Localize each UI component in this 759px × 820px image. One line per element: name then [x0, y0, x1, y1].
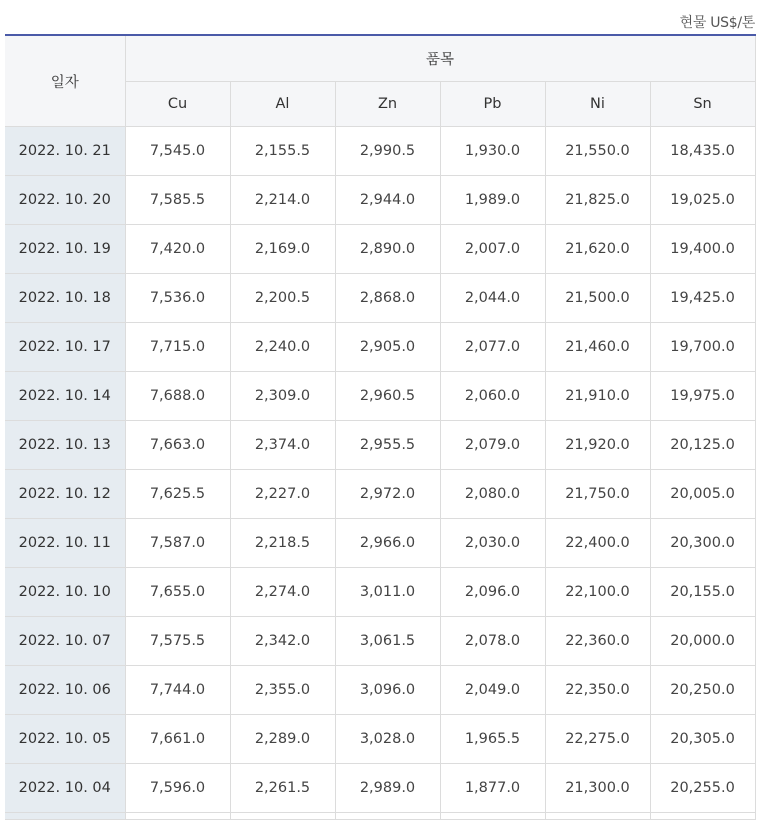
price-cell: 7,596.0: [125, 764, 230, 813]
price-cell: 22,275.0: [545, 715, 650, 764]
price-cell: 22,350.0: [545, 666, 650, 715]
price-cell: 2,905.0: [335, 323, 440, 372]
table-row: [5, 274, 755, 323]
price-cell: 2,096.0: [440, 568, 545, 617]
price-cell: 2,374.0: [230, 421, 335, 470]
header-metal: Sn: [650, 82, 755, 127]
cell-partial: [125, 813, 230, 820]
unit-label: 현물 US$/톤: [679, 15, 755, 31]
price-cell: 7,585.5: [125, 176, 230, 225]
price-cell: 20,005.0: [650, 470, 755, 519]
price-cell: 21,620.0: [545, 225, 650, 274]
price-cell: 7,545.0: [125, 127, 230, 176]
price-cell: 3,011.0: [335, 568, 440, 617]
table-body: [5, 127, 755, 820]
row-date: 2022. 10. 12: [5, 470, 125, 519]
price-cell: 2,079.0: [440, 421, 545, 470]
price-cell: 22,100.0: [545, 568, 650, 617]
price-cell: 1,989.0: [440, 176, 545, 225]
header-metal: Ni: [545, 82, 650, 127]
price-cell: 21,500.0: [545, 274, 650, 323]
price-cell: 2,227.0: [230, 470, 335, 519]
row-date: 2022. 10. 14: [5, 372, 125, 421]
table-row: [5, 421, 755, 470]
price-cell: 3,061.5: [335, 617, 440, 666]
price-cell: 2,972.0: [335, 470, 440, 519]
price-cell: 2,868.0: [335, 274, 440, 323]
table-header: [5, 35, 755, 127]
cell-partial: [545, 813, 650, 820]
price-cell: 1,965.5: [440, 715, 545, 764]
price-cell: 2,155.5: [230, 127, 335, 176]
price-cell: 22,360.0: [545, 617, 650, 666]
price-cell: 2,890.0: [335, 225, 440, 274]
table-row: [5, 519, 755, 568]
price-cell: 21,750.0: [545, 470, 650, 519]
price-cell: 1,930.0: [440, 127, 545, 176]
price-cell: 2,007.0: [440, 225, 545, 274]
table-row: [5, 127, 755, 176]
header-date: 일자: [5, 35, 125, 127]
price-cell: 2,080.0: [440, 470, 545, 519]
price-cell: 21,550.0: [545, 127, 650, 176]
price-cell: 19,400.0: [650, 225, 755, 274]
price-cell: 2,261.5: [230, 764, 335, 813]
row-date: 2022. 10. 06: [5, 666, 125, 715]
row-date: 2022. 10. 17: [5, 323, 125, 372]
header-item-group: 품목: [125, 35, 755, 82]
price-cell: 20,300.0: [650, 519, 755, 568]
price-cell: 7,715.0: [125, 323, 230, 372]
price-cell: 2,944.0: [335, 176, 440, 225]
price-cell: 2,342.0: [230, 617, 335, 666]
price-cell: 21,300.0: [545, 764, 650, 813]
price-cell: 21,825.0: [545, 176, 650, 225]
table-row: [5, 176, 755, 225]
price-cell: 7,625.5: [125, 470, 230, 519]
price-cell: 2,200.5: [230, 274, 335, 323]
table-row: [5, 764, 755, 813]
table-row: [5, 372, 755, 421]
price-cell: 19,975.0: [650, 372, 755, 421]
price-cell: 7,587.0: [125, 519, 230, 568]
metal-price-table: [5, 34, 756, 820]
price-cell: 2,955.5: [335, 421, 440, 470]
price-cell: 19,425.0: [650, 274, 755, 323]
price-cell: 18,435.0: [650, 127, 755, 176]
table-row: [5, 715, 755, 764]
row-date: 2022. 10. 13: [5, 421, 125, 470]
header-metal: Cu: [125, 82, 230, 127]
header-row-group: [5, 35, 755, 82]
price-cell: 3,028.0: [335, 715, 440, 764]
price-cell: 2,049.0: [440, 666, 545, 715]
price-cell: 7,663.0: [125, 421, 230, 470]
price-cell: 2,078.0: [440, 617, 545, 666]
table-row: [5, 470, 755, 519]
table-row: [5, 323, 755, 372]
cell-partial: [230, 813, 335, 820]
table-row: [5, 666, 755, 715]
price-cell: 1,877.0: [440, 764, 545, 813]
row-date: 2022. 10. 19: [5, 225, 125, 274]
price-cell: 2,289.0: [230, 715, 335, 764]
header-metal: Pb: [440, 82, 545, 127]
price-cell: 2,990.5: [335, 127, 440, 176]
table-row: [5, 617, 755, 666]
row-date: 2022. 10. 10: [5, 568, 125, 617]
price-cell: 2,240.0: [230, 323, 335, 372]
row-date: 2022. 10. 04: [5, 764, 125, 813]
price-cell: 19,025.0: [650, 176, 755, 225]
price-cell: 2,309.0: [230, 372, 335, 421]
row-date: 2022. 10. 20: [5, 176, 125, 225]
price-cell: 20,250.0: [650, 666, 755, 715]
row-date: 2022. 10. 21: [5, 127, 125, 176]
cell-partial: [650, 813, 755, 820]
price-cell: 7,420.0: [125, 225, 230, 274]
price-cell: 7,688.0: [125, 372, 230, 421]
cell-partial: [440, 813, 545, 820]
table-row: [5, 568, 755, 617]
price-table-container: [5, 34, 755, 820]
price-cell: 2,044.0: [440, 274, 545, 323]
price-cell: 19,700.0: [650, 323, 755, 372]
price-cell: 20,305.0: [650, 715, 755, 764]
price-cell: 3,096.0: [335, 666, 440, 715]
price-cell: 2,355.0: [230, 666, 335, 715]
table-row-partial: [5, 813, 755, 820]
price-cell: 2,214.0: [230, 176, 335, 225]
price-cell: 20,255.0: [650, 764, 755, 813]
price-cell: 7,655.0: [125, 568, 230, 617]
price-cell: 2,077.0: [440, 323, 545, 372]
row-date: 2022. 10. 11: [5, 519, 125, 568]
price-cell: 22,400.0: [545, 519, 650, 568]
price-cell: 2,060.0: [440, 372, 545, 421]
price-cell: 21,910.0: [545, 372, 650, 421]
price-cell: 2,966.0: [335, 519, 440, 568]
header-metal: Al: [230, 82, 335, 127]
price-cell: 21,920.0: [545, 421, 650, 470]
table-row: [5, 225, 755, 274]
row-date: 2022. 10. 05: [5, 715, 125, 764]
row-date: 2022. 10. 18: [5, 274, 125, 323]
price-cell: 20,000.0: [650, 617, 755, 666]
price-cell: 2,030.0: [440, 519, 545, 568]
price-cell: 2,274.0: [230, 568, 335, 617]
price-cell: 20,125.0: [650, 421, 755, 470]
price-cell: 2,989.0: [335, 764, 440, 813]
price-cell: 20,155.0: [650, 568, 755, 617]
cell-partial: [335, 813, 440, 820]
price-cell: 2,960.5: [335, 372, 440, 421]
price-cell: 7,661.0: [125, 715, 230, 764]
price-cell: 7,536.0: [125, 274, 230, 323]
price-cell: 7,744.0: [125, 666, 230, 715]
price-cell: 2,218.5: [230, 519, 335, 568]
price-cell: 7,575.5: [125, 617, 230, 666]
row-date: 2022. 10. 07: [5, 617, 125, 666]
cell-partial: [5, 813, 125, 820]
header-metal: Zn: [335, 82, 440, 127]
price-cell: 2,169.0: [230, 225, 335, 274]
price-cell: 21,460.0: [545, 323, 650, 372]
